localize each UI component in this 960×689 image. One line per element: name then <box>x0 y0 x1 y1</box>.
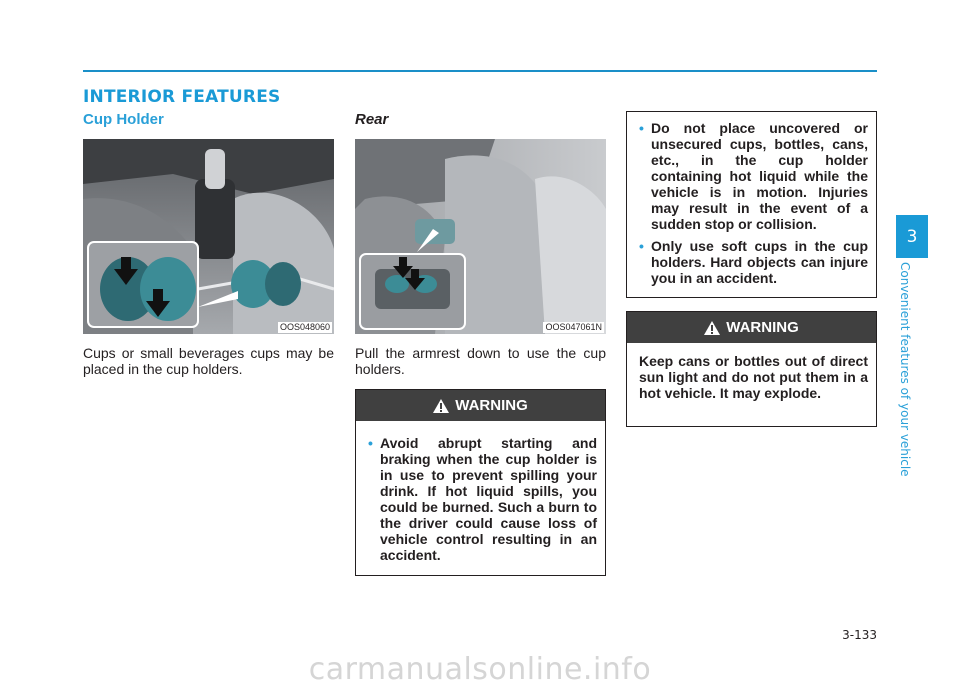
section-title: INTERIOR FEATURES <box>83 87 281 107</box>
warning-label: WARNING <box>455 397 528 414</box>
rear-armrest-photo <box>355 139 606 334</box>
rear-text: Pull the armrest down to use the cup holders. <box>355 345 606 377</box>
warning-label: WARNING <box>726 319 799 336</box>
page-number: 3-133 <box>842 628 877 642</box>
warning-box-sunlight <box>626 311 877 427</box>
cup-holder-text: Cups or small beverages cups may be placed in the cup holders. <box>83 345 334 377</box>
image-code: OOS047061N <box>545 322 602 332</box>
footer-watermark[interactable]: carmanualsonline.info <box>308 652 652 687</box>
warning-bullet: • Avoid abrupt starting and braking when the cup holder is in use to prevent spilling your drink. If hot liquid spills, you could be burned. Such a burn to the driver could cause loss of vehicle control resulting in an accident. <box>368 435 597 563</box>
warning-text: Keep cans or bottles out of direct sun light and do not put them in a hot vehicle. It may explode. <box>639 353 868 401</box>
chapter-title: Convenient features of your vehicle <box>898 262 912 477</box>
rear-heading: Rear <box>355 111 389 128</box>
image-code: OOS048060 <box>279 322 330 332</box>
cup-holder-heading: Cup Holder <box>83 111 164 128</box>
warning-header <box>627 312 876 343</box>
header-rule <box>83 70 877 72</box>
warning-box-driving <box>355 389 606 576</box>
warning-box-cups <box>626 111 877 298</box>
warning-bullet: • Do not place uncovered or unsecured cups, bottles, cans, etc., in the cup holder containing hot liquid while the vehicle is in motion. Injuries may result in the event of a sudden stop or collision. <box>639 120 868 232</box>
warning-bullet: • Only use soft cups in the cup holders. Hard objects can injure you in an accident. <box>639 238 868 286</box>
cup-holder-photo <box>83 139 334 334</box>
warning-header <box>356 390 605 421</box>
chapter-number-tab: 3 <box>896 215 928 258</box>
warning-triangle-icon <box>433 399 449 413</box>
warning-triangle-icon <box>704 321 720 335</box>
